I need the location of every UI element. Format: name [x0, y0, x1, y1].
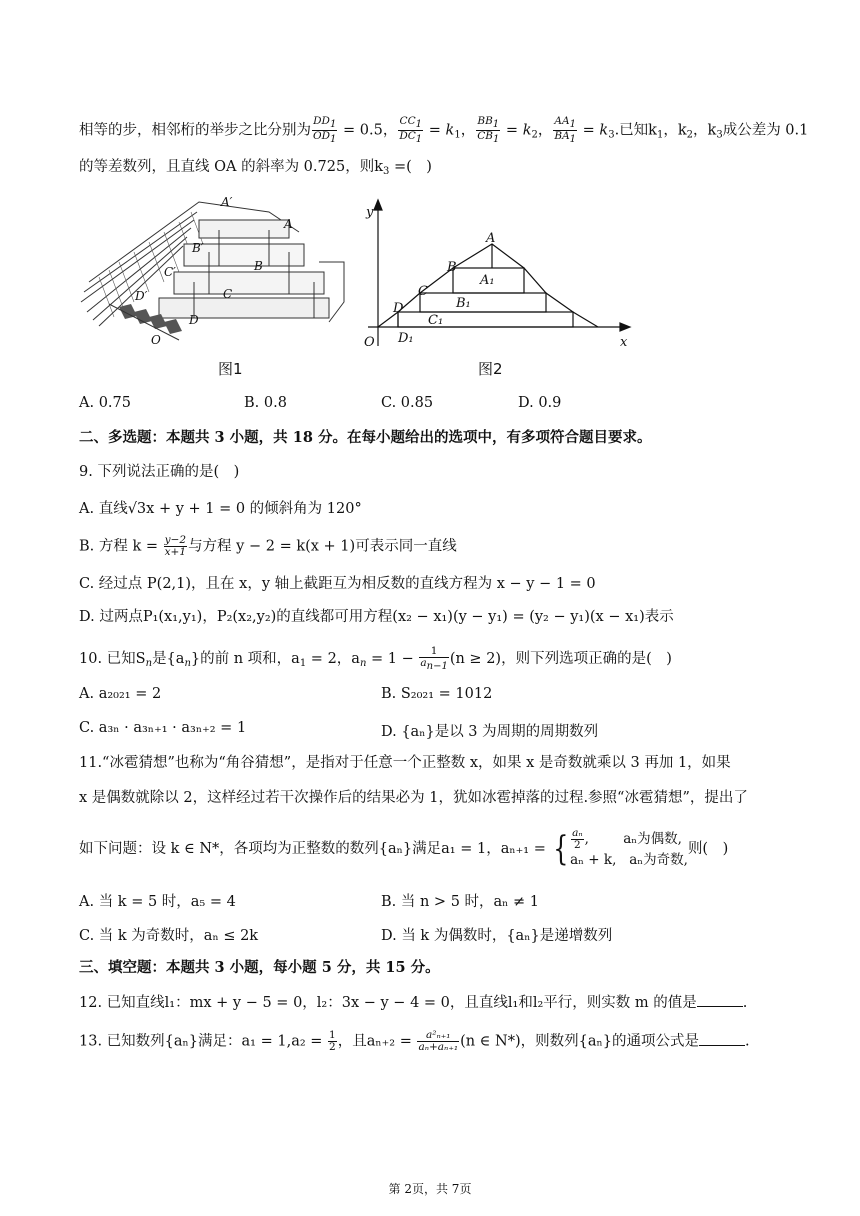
ratio-cc1-dc1: $\frac{CC1}{DC1}$	[399, 115, 423, 145]
q11-option-a: A. 当 k = 5 时，a₅ = 4	[79, 894, 236, 910]
section-3-heading: 三、填空题：本题共 3 小题，每小题 5 分，共 15 分。	[79, 959, 440, 976]
q10-option-b: B. S₂₀₂₁ = 1012	[381, 686, 493, 702]
fig2-label-a: A	[486, 231, 496, 246]
fig2-x-label: x	[620, 335, 628, 350]
q9-option-c: C. 经过点 P(2,1)，且在 x，y 轴上截距互为相反数的直线方程为 x − y − 1 = 0	[79, 576, 596, 592]
fig1-label-a: A	[284, 217, 293, 231]
q8-option-b: B. 0.8	[244, 395, 287, 411]
q9-option-a: A. 直线√3x + y + 1 = 0 的倾斜角为 120°	[79, 501, 362, 517]
figure-2-coordinate-diagram	[358, 196, 638, 356]
q8-intro-line-2: 的等差数列，且直线 OA 的斜率为 0.725，则$k_3$ =( )	[79, 159, 432, 177]
fig2-label-c1: C₁	[428, 313, 444, 328]
q10-option-a: A. a₂₀₂₁ = 2	[79, 686, 162, 702]
fig2-label-d1: D₁	[398, 331, 414, 346]
q8-option-c: C. 0.85	[381, 395, 434, 411]
page-footer: 第 2页，共 7页	[388, 1182, 472, 1196]
q8-option-d: D. 0.9	[518, 395, 562, 411]
fig2-label-c: C	[418, 284, 428, 299]
fig2-label-d: D	[393, 301, 404, 316]
q11-option-c: C. 当 k 为奇数时，aₙ ≤ 2k	[79, 928, 259, 944]
fig1-label-b-prime: B′	[192, 241, 204, 255]
q11-option-d: D. 当 k 为偶数时，{aₙ}是递增数列	[381, 928, 613, 944]
fig1-label-d-prime: D′	[135, 289, 148, 303]
q11-line-2: x 是偶数就除以 2，这样经过若干次操作后的结果必为 1，犹如冰雹掉落的过程.参照“冰雹猜想”，提出了	[79, 790, 748, 806]
fig2-label-b1: B₁	[456, 296, 471, 311]
figure-2-caption: 图2	[478, 360, 503, 378]
fig2-label-b: B	[447, 260, 457, 275]
q13-answer-blank[interactable]	[699, 1033, 745, 1046]
figure-1-roof-illustration	[79, 192, 351, 350]
fig1-label-d: D	[189, 313, 199, 327]
ratio-aa1-ba1: $\frac{AA1}{BA1}$	[554, 115, 577, 145]
fig2-origin-label: O	[364, 335, 375, 350]
q9-option-d: D. 过两点P₁(x₁,y₁)，P₂(x₂,y₂)的直线都可用方程(x₂ − x₁)(y − y₁) = (y₂ − y₁)(x − x₁)表示	[79, 609, 674, 625]
q9-stem: 9. 下列说法正确的是( )	[79, 464, 240, 480]
ratio-dd1-od1: $\frac{DD1}{OD1}$	[313, 115, 337, 145]
q11-option-b: B. 当 n > 5 时，aₙ ≠ 1	[381, 894, 540, 910]
fig2-y-label: y	[366, 205, 374, 220]
figure-1-caption: 图1	[218, 360, 243, 378]
q10-option-d: D. {aₙ}是以 3 为周期的周期数列	[381, 724, 599, 740]
fig1-label-b: B	[254, 259, 263, 273]
q8-option-a: A. 0.75	[79, 395, 131, 411]
q12-answer-blank[interactable]	[697, 994, 743, 1007]
q11-line-1: 11.“冰雹猜想”也称为“角谷猜想”，是指对于任意一个正整数 x，如果 x 是奇数就乘以 3 再加 1，如果	[79, 755, 731, 771]
q9-option-b: B. 方程 k = $\frac{y-2}{x+1}$ 与方程 y − 2 = k(x + 1)可表示同一直线	[79, 534, 457, 558]
q10-option-c: C. a₃ₙ · a₃ₙ₊₁ · a₃ₙ₊₂ = 1	[79, 720, 247, 736]
q12: 12. 已知直线l₁：mx + y − 5 = 0，l₂：3x − y − 4 = 0，且直线l₁和l₂平行，则实数 m 的值是 .	[79, 995, 748, 1011]
q10-stem: 10. 已知$S_n$是$\{a_n\}$的前 n 项和，$a_1 = 2$，$a_n = 1$ − $\frac{1}{an-1}$ (n ≥ 2)，则下列选项正确的是( )	[79, 645, 672, 672]
q8-intro-line-1: 相等的步，相邻桁的举步之比分别为 $\frac{DD1}{OD1}$ = 0.5， $\frac{CC1}{DC1}$ = $k_1$， $\frac{BB1}{CB1}$ = $k_2$， $\frac{AA1}{BA1}$ = $k_3$.已知$k_1$，$k_2$，$k_3$成公差为 0.1	[79, 115, 809, 145]
fig1-label-a-prime: A′	[221, 195, 233, 209]
q8-text: 相等的步，相邻桁的举步之比分别为	[79, 122, 311, 139]
piecewise-cases: $\frac{\text{aₙ}}{2}$ , aₙ为偶数, aₙ + k, aₙ为奇数,	[570, 827, 688, 868]
fig2-label-a1: A₁	[480, 273, 495, 288]
q13: 13. 已知数列{aₙ}满足：a₁ = 1,a₂ = $\frac{1}{2}$ ，且aₙ₊₂ = $\frac{\text{a²ₙ₊₁}}{\text{aₙ+aₙ₊₁}}$ (n ∈ N*)，则数列{aₙ}的通项公式是 .	[79, 1029, 750, 1053]
ratio-bb1-cb1: $\frac{BB1}{CB1}$	[477, 115, 500, 145]
fig1-label-o: O	[151, 333, 161, 347]
fig1-label-c-prime: C′	[164, 265, 176, 279]
fig1-label-c: C	[223, 287, 233, 301]
q11-line-3: 如下问题：设 k ∈ N*，各项均为正整数的数列{aₙ}满足a₁ = 1，aₙ₊₁ = { $\frac{\text{aₙ}}{2}$ , aₙ为偶数, aₙ + k, aₙ为奇数, 则( )	[79, 827, 729, 869]
section-2-heading: 二、多选题：本题共 3 小题，共 18 分。在每小题给出的选项中，有多项符合题目要求。	[79, 429, 652, 446]
